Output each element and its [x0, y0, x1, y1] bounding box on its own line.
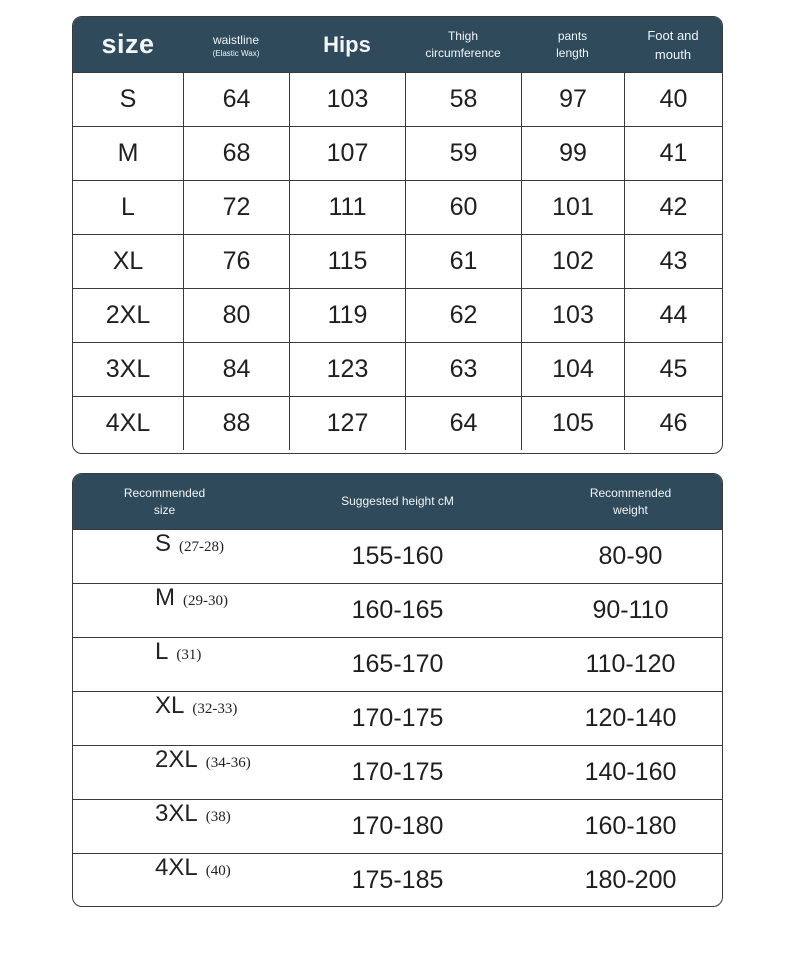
thigh-cell: 63	[405, 343, 521, 396]
hips-cell: 123	[289, 343, 405, 396]
pants-length-cell: 103	[521, 289, 624, 342]
table-row	[73, 180, 722, 234]
header-hips: Hips	[323, 31, 371, 57]
waistline-cell: 68	[183, 127, 289, 180]
height-cell: 170-175	[351, 704, 444, 732]
header-waistline-label: waistline	[212, 32, 259, 47]
recommended-size-cell	[73, 584, 256, 637]
header-thigh	[405, 17, 521, 72]
size-letter: XL	[155, 692, 185, 719]
header-size: size	[101, 29, 155, 59]
recommendation-table	[72, 473, 723, 907]
size-cell: 2XL	[105, 301, 151, 329]
table-row	[73, 396, 722, 450]
height-cell: 170-175	[351, 758, 444, 786]
pants-length-cell: 104	[521, 343, 624, 396]
size-range: (34-36)	[205, 755, 251, 771]
foot-mouth-cell: 44	[624, 289, 722, 342]
hips-cell: 103	[289, 73, 405, 126]
table-row	[73, 288, 722, 342]
recommended-size-cell	[73, 800, 256, 853]
table-row	[73, 691, 722, 745]
size-cell: M	[117, 139, 139, 167]
hips-cell: 111	[289, 181, 405, 234]
header-suggested-height: Suggested height cM	[341, 494, 454, 508]
waistline-cell: 72	[183, 181, 289, 234]
header-rec-size-line1: Recommended	[123, 485, 206, 500]
size-cell: S	[119, 85, 137, 113]
table-row	[73, 126, 722, 180]
header-rec-weight-line2: weight	[613, 502, 648, 517]
weight-cell: 160-180	[584, 812, 677, 840]
recommended-size-cell	[73, 638, 256, 691]
size-letter: S	[155, 530, 172, 557]
waistline-cell: 76	[183, 235, 289, 288]
pants-length-cell: 99	[521, 127, 624, 180]
size-cell: 3XL	[105, 355, 151, 383]
height-cell: 170-180	[351, 812, 444, 840]
hips-cell: 107	[289, 127, 405, 180]
header-waistline-note: (Elastic Wax)	[212, 48, 260, 58]
header-rec-weight-line1: Recommended	[589, 485, 672, 500]
size-letter: 4XL	[155, 854, 198, 881]
waistline-cell: 84	[183, 343, 289, 396]
table-row	[73, 853, 722, 907]
table-row	[73, 583, 722, 637]
pants-length-cell: 97	[521, 73, 624, 126]
height-cell: 165-170	[351, 650, 444, 678]
size-range: (38)	[205, 809, 231, 825]
header-thigh-line2: circumference	[425, 45, 501, 60]
header-thigh-line1: Thigh	[447, 28, 478, 43]
weight-cell: 110-120	[585, 650, 676, 678]
thigh-cell: 61	[405, 235, 521, 288]
hips-cell: 115	[289, 235, 405, 288]
waistline-cell: 80	[183, 289, 289, 342]
header-pants-line1: pants	[557, 28, 588, 43]
size-chart-header	[73, 17, 722, 72]
size-cell: 4XL	[105, 409, 151, 437]
thigh-cell: 60	[405, 181, 521, 234]
size-range: (40)	[205, 863, 231, 879]
recommended-size-cell	[73, 530, 256, 583]
size-letter: 3XL	[155, 800, 198, 827]
height-cell: 160-165	[351, 596, 444, 624]
weight-cell: 180-200	[584, 866, 677, 894]
waistline-cell: 88	[183, 397, 289, 450]
header-rec-size-line2: size	[153, 502, 176, 517]
pants-length-cell: 101	[521, 181, 624, 234]
foot-mouth-cell: 40	[624, 73, 722, 126]
recommended-size-cell	[73, 854, 256, 907]
size-range: (31)	[176, 647, 202, 663]
size-range: (32-33)	[192, 701, 238, 717]
height-cell: 175-185	[351, 866, 444, 894]
size-letter: 2XL	[155, 746, 198, 773]
header-recommended-weight	[539, 474, 722, 529]
foot-mouth-cell: 42	[624, 181, 722, 234]
header-foot-mouth	[624, 17, 722, 72]
thigh-cell: 59	[405, 127, 521, 180]
header-pants-line2: length	[556, 45, 589, 60]
hips-cell: 127	[289, 397, 405, 450]
thigh-cell: 62	[405, 289, 521, 342]
foot-mouth-cell: 43	[624, 235, 722, 288]
height-cell: 155-160	[351, 542, 444, 570]
size-letter: L	[155, 638, 169, 665]
table-row	[73, 529, 722, 583]
weight-cell: 80-90	[598, 542, 663, 570]
recommended-size-cell	[73, 692, 256, 745]
foot-mouth-cell: 45	[624, 343, 722, 396]
thigh-cell: 64	[405, 397, 521, 450]
header-foot-line2: mouth	[654, 46, 692, 62]
size-letter: M	[155, 584, 175, 611]
hips-cell: 119	[289, 289, 405, 342]
table-row	[73, 637, 722, 691]
header-pants-length	[521, 17, 624, 72]
table-row	[73, 745, 722, 799]
weight-cell: 140-160	[584, 758, 677, 786]
weight-cell: 90-110	[592, 596, 669, 624]
foot-mouth-cell: 46	[624, 397, 722, 450]
thigh-cell: 58	[405, 73, 521, 126]
table-row	[73, 72, 722, 126]
weight-cell: 120-140	[584, 704, 677, 732]
table-row	[73, 342, 722, 396]
header-foot-line1: Foot and	[647, 27, 699, 43]
recommendation-header	[73, 474, 722, 529]
pants-length-cell: 102	[521, 235, 624, 288]
pants-length-cell: 105	[521, 397, 624, 450]
size-cell: XL	[112, 247, 144, 275]
foot-mouth-cell: 41	[624, 127, 722, 180]
size-cell: L	[121, 193, 135, 221]
size-range: (27-28)	[179, 539, 225, 555]
table-row	[73, 799, 722, 853]
waistline-cell: 64	[183, 73, 289, 126]
table-row	[73, 234, 722, 288]
size-range: (29-30)	[183, 593, 228, 609]
recommended-size-cell	[73, 746, 256, 799]
size-chart-table	[72, 16, 723, 454]
header-waistline	[183, 17, 289, 72]
header-recommended-size	[73, 474, 256, 529]
